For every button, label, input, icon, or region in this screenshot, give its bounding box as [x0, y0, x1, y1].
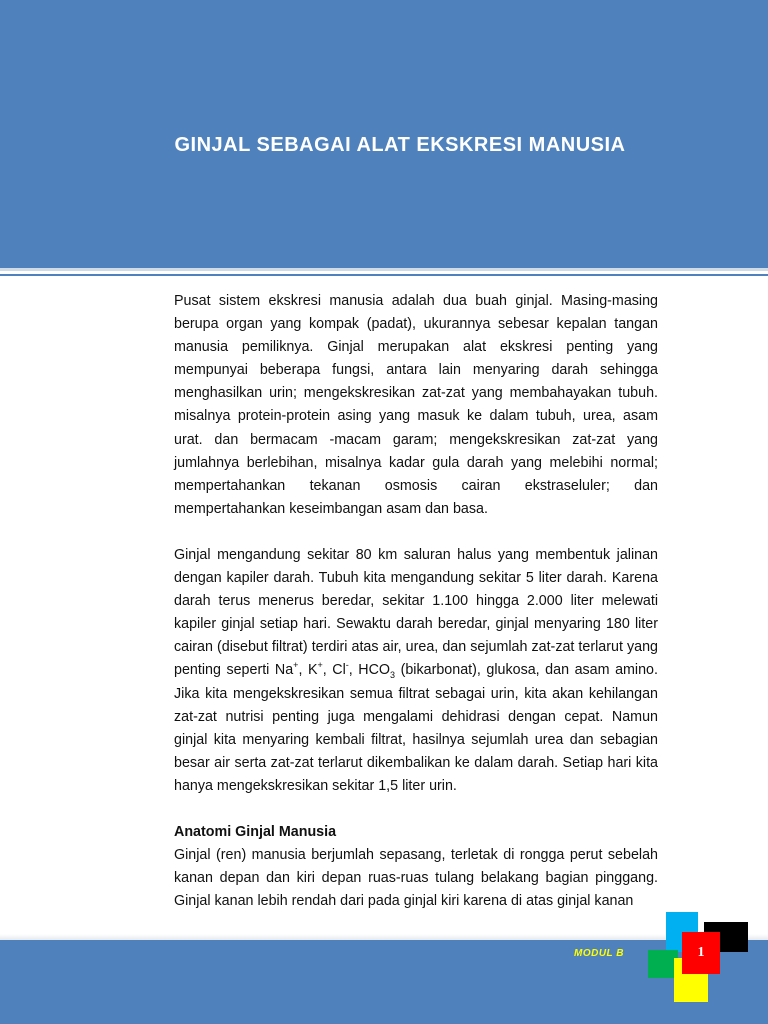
module-label: MODUL B	[574, 948, 624, 959]
superscript-plus-k: +	[317, 660, 323, 671]
header-banner	[0, 0, 768, 268]
header-divider-blue	[0, 274, 768, 276]
header-divider-light	[0, 268, 768, 271]
page-number: 1	[697, 945, 705, 960]
paragraph-2-text-2: , K	[298, 662, 318, 679]
page-number-badge	[682, 932, 720, 974]
subscript-3: 3	[390, 670, 396, 681]
paragraph-gap	[174, 798, 658, 821]
paragraph-2-text-3: , Cl	[322, 662, 346, 679]
superscript-plus-na: +	[293, 660, 299, 671]
paragraph-1: Pusat sistem ekskresi manusia adalah dua buah ginjal. Masing-masing berupa organ yang kompak (padat), ukurannya sebesar kepalan tangan manusia pemiliknya. Ginjal merupakan alat ekskresi penting yang mempunyai beberapa fungsi, antara lain menyaring darah sehingga menghasilkan urin; mengekskresikan zat-zat yang membahayakan tubuh. misalnya protein-protein asing yang masuk ke dalam tubuh, urea, asam urat. dan bermacam -macam garam; mengekskresikan zat-zat yang jumlahnya berlebihan, misalnya kadar gula darah yang melebihi normal; mempertahankan tekanan osmosis cairan ekstraseluler; dan mempertahankan keseimbangan asam dan basa.	[174, 293, 658, 517]
paragraph-gap	[174, 521, 658, 544]
paragraph-3: Ginjal (ren) manusia berjumlah sepasang, terletak di rongga perut sebelah kanan depan dan kiri depan ruas-ruas tulang belakang bagian pinggang. Ginjal kanan lebih rendah dari pada ginjal kiri karena di atas ginjal kanan	[174, 847, 658, 910]
page-title: GINJAL SEBAGAI ALAT EKSKRESI MANUSIA	[174, 134, 626, 156]
main-content	[174, 290, 658, 913]
paragraph-2-text-1: Ginjal mengandung sekitar 80 km saluran halus yang membentuk jalinan dengan kapiler darah. Tubuh kita mengandung sekitar 5 liter darah. Karena darah terus menerus beredar, sekitar 1.100 hingga 2.000 liter melewati kapiler ginjal setiap hari. Sewaktu darah beredar, ginjal menyaring 180 liter cairan (disebut filtrat) terdiri atas air, urea, dan sejumlah zat-zat terlarut yang penting seperti Na	[174, 546, 658, 679]
paragraph-2-text-4: , HCO	[348, 662, 391, 679]
superscript-minus-cl: -	[345, 660, 349, 671]
paragraph-2-text-5: (bikarbonat), glukosa, dan asam amino. Jika kita mengekskresikan semua filtrat sebagai urin, kita akan kehilangan zat-zat nutrisi penting juga mengalami dehidrasi dengan cepat. Namun ginjal kita menyaring kembali filtrat, hasilnya sejumlah urea dan sebagian besar air serta zat-zat terlarut dikembalikan ke dalam darah. Setiap hari kita hanya mengekskresikan sekitar 1,5 liter urin.	[174, 662, 658, 794]
section-heading: Anatomi Ginjal Manusia	[174, 823, 337, 840]
paragraph-2	[174, 544, 658, 798]
